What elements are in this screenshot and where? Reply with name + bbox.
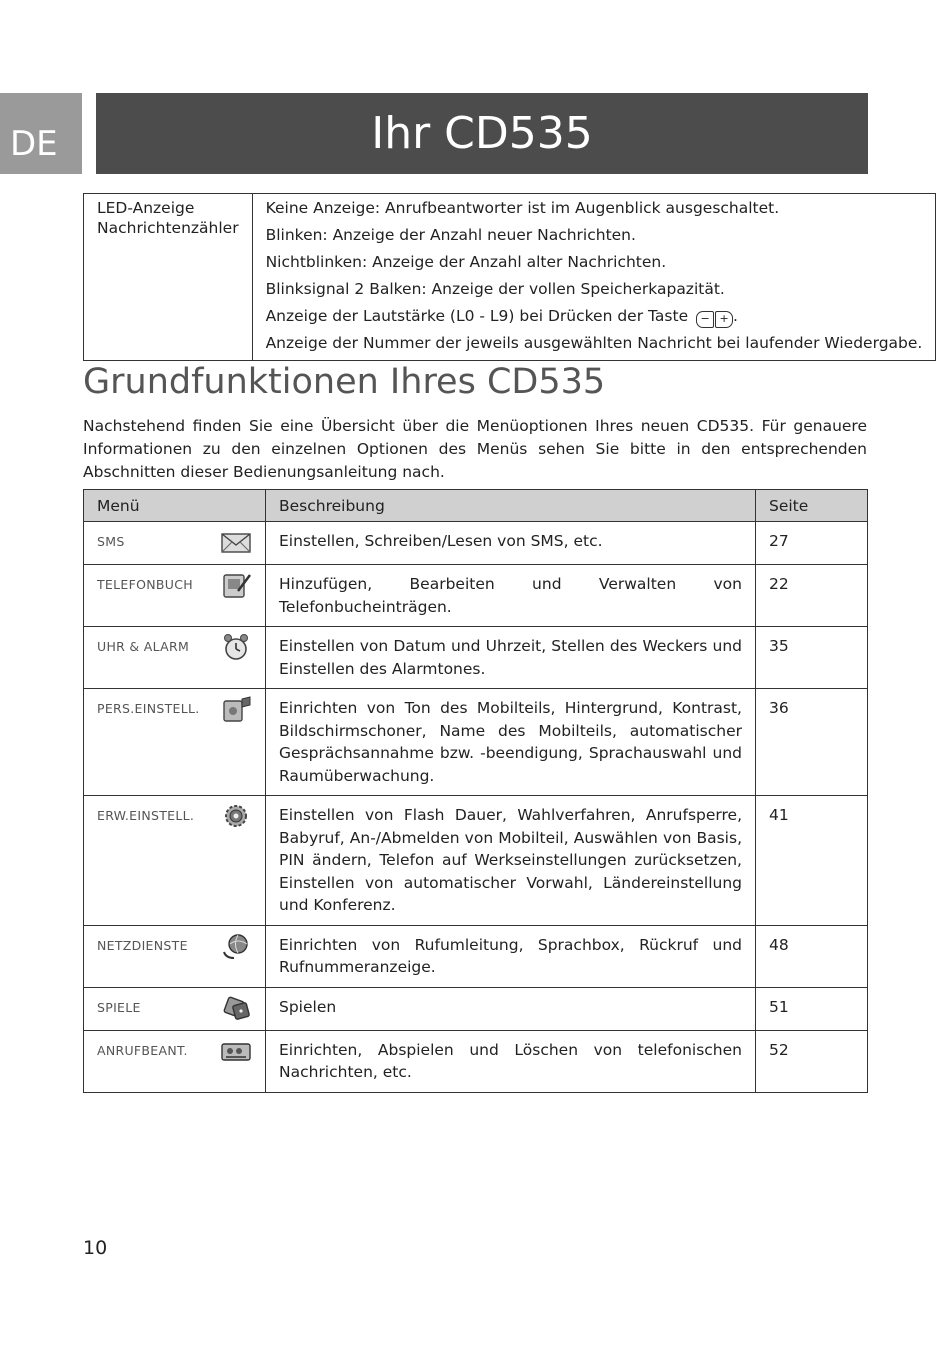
led-line: Blinken: Anzeige der Anzahl neuer Nachrichten. [265, 226, 636, 244]
menu-description: Einstellen von Flash Dauer, Wahlverfahren, Anrufsperre, Babyruf, An-/Abmelden von Mobilteil, Auswählen von Basis, PIN ändern, Telefon auf Werkseinstellungen zurücksetzen, Einstellen von automatischer Vorwahl, Ländereinstellung und Konferenz. [266, 796, 756, 926]
led-line-volume [266, 306, 923, 333]
led-line: Blinksignal 2 Balken: Anzeige der vollen Speicherkapazität. [265, 280, 725, 298]
table-row [84, 565, 868, 627]
menu-description: Spielen [266, 987, 756, 1030]
menu-page: 41 [756, 796, 868, 926]
led-line: Anzeige der Nummer der jeweils ausgewählten Nachricht bei laufender Wiedergabe. [265, 334, 923, 352]
menu-page: 52 [756, 1030, 868, 1092]
page-number: 10 [83, 1237, 108, 1259]
header-page: Seite [756, 490, 868, 522]
led-line: Keine Anzeige: Anrufbeantworter ist im Augenblick ausgeschaltet. [265, 199, 780, 217]
header-menu: Menü [84, 490, 266, 522]
phonebook-icon [220, 571, 252, 599]
table-row [84, 522, 868, 565]
personal-settings-icon [220, 695, 252, 723]
menu-name: ANRUFBEANT. [97, 1042, 188, 1058]
led-description-cell [252, 194, 936, 361]
header-description: Beschreibung [266, 490, 756, 522]
menu-page: 35 [756, 627, 868, 689]
menu-description: Einstellen von Datum und Uhrzeit, Stellen des Weckers und Einstellen des Alarmtones. [266, 627, 756, 689]
led-line: Nichtblinken: Anzeige der Anzahl alter Nachrichten. [265, 253, 667, 271]
menu-page: 51 [756, 987, 868, 1030]
menu-name: SPIELE [97, 999, 141, 1015]
led-volume-text: Anzeige der Lautstärke (L0 - L9) bei Drücken der Taste [265, 307, 689, 325]
globe-icon [220, 932, 252, 960]
page-title: Ihr CD535 [96, 93, 868, 174]
volume-suffix: . [733, 307, 738, 325]
table-row [84, 987, 868, 1030]
volume-keys-icon [696, 311, 733, 328]
menu-page: 22 [756, 565, 868, 627]
volume-plus-key: + [715, 311, 733, 328]
table-row [84, 925, 868, 987]
table-row [84, 1030, 868, 1092]
menu-table [83, 489, 868, 1093]
menu-name: UHR & ALARM [97, 639, 190, 654]
section-title: Grundfunktionen Ihres CD535 [83, 362, 606, 402]
led-label: LED-Anzeige Nachrichtenzähler [84, 194, 253, 361]
games-icon [220, 994, 252, 1022]
menu-table-header [84, 490, 868, 522]
menu-name: TELEFONBUCH [97, 577, 193, 592]
language-tab: DE [0, 93, 82, 174]
menu-name: SMS [97, 534, 125, 549]
table-row [84, 796, 868, 926]
table-row [84, 689, 868, 796]
menu-description: Hinzufügen, Bearbeiten und Verwalten von Telefonbucheinträgen. [266, 565, 756, 627]
menu-page: 48 [756, 925, 868, 987]
menu-page: 36 [756, 689, 868, 796]
answering-machine-icon [220, 1037, 252, 1065]
menu-name: NETZDIENSTE [97, 937, 188, 953]
menu-name: PERS.EINSTELL. [97, 701, 200, 716]
envelope-icon [220, 528, 252, 556]
alarm-clock-icon [220, 633, 252, 661]
menu-description: Einrichten von Rufumleitung, Sprachbox, Rückruf und Rufnummeranzeige. [266, 925, 756, 987]
menu-description: Einrichten, Abspielen und Löschen von telefonischen Nachrichten, etc. [266, 1030, 756, 1092]
menu-description: Einrichten von Ton des Mobilteils, Hintergrund, Kontrast, Bildschirmschoner, Name des Mobilteils, automatischer Gesprächsannahme bzw. -beendigung, Sprachauswahl und Raumüberwachung. [266, 689, 756, 796]
table-row [84, 627, 868, 689]
menu-name: ERW.EINSTELL. [97, 808, 195, 823]
led-indicator-table [83, 193, 936, 361]
gear-icon [220, 802, 252, 830]
menu-description: Einstellen, Schreiben/Lesen von SMS, etc. [266, 522, 756, 565]
menu-page: 27 [756, 522, 868, 565]
intro-paragraph: Nachstehend finden Sie eine Übersicht über die Menüoptionen Ihres neuen CD535. Für genauere Informationen zu den einzelnen Optionen des Menüs sehen Sie bitte in den entsprechenden Abschnitten dieser Bedienungsanleitung nach. [83, 417, 867, 481]
volume-minus-key: − [696, 311, 714, 328]
